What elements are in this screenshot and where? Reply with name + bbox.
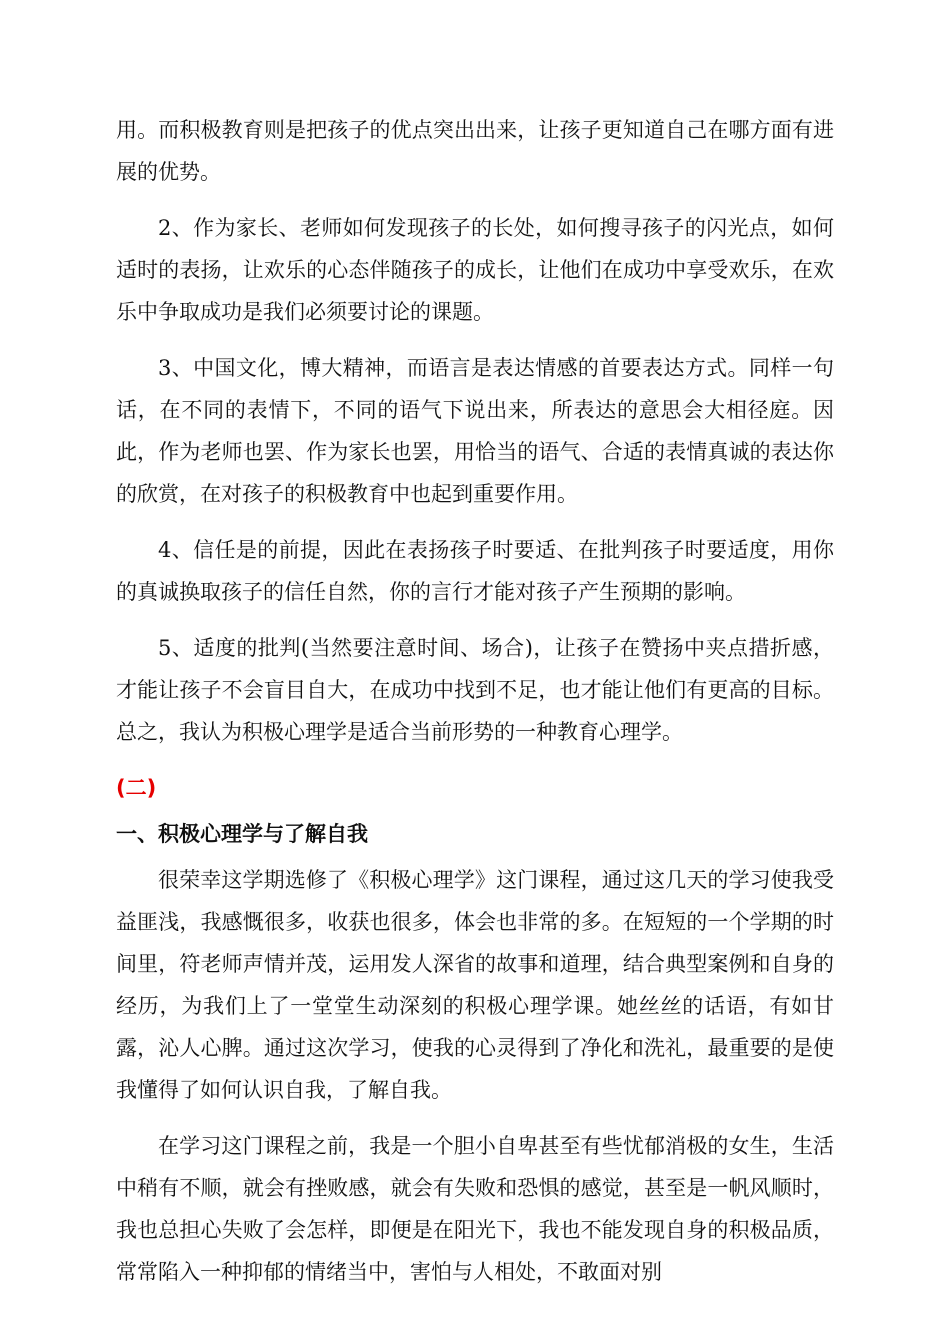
paragraph-intro: 很荣幸这学期选修了《积极心理学》这门课程，通过这几天的学习使我受益匪浅，我感慨很多，收获也很多，体会也非常的多。在短短的一个学期的时间里，符老师声情并茂，运用发人深省的故事和道理，结合典型案例和自身的经历，为我们上了一堂堂生动深刻的积极心理学课。她丝丝的话语，有如甘露，沁人心脾。通过这次学习，使我的心灵得到了净化和洗礼，最重要的是使我懂得了如何认识自我，了解自我。 <box>116 868 834 1102</box>
section-label: (二) <box>116 776 157 800</box>
paragraph-continuation: 用。而积极教育则是把孩子的优点突出出来，让孩子更知道自己在哪方面有进展的优势。 <box>116 118 834 184</box>
paragraph-point-2: 2、作为家长、老师如何发现孩子的长处，如何搜寻孩子的闪光点，如何适时的表扬，让欢乐的心态伴随孩子的成长，让他们在成功中享受欢乐，在欢乐中争取成功是我们必须要讨论的课题。 <box>116 216 834 324</box>
paragraph-before-course: 在学习这门课程之前，我是一个胆小自卑甚至有些忧郁消极的女生，生活中稍有不顺，就会有挫败感，就会有失败和恐惧的感觉，甚至是一帆风顺时，我也总担心失败了会怎样，即便是在阳光下，我也不能发现自身的积极品质，常常陷入一种抑郁的情绪当中，害怕与人相处，不敢面对别 <box>116 1134 834 1284</box>
paragraph-point-5: 5、适度的批判(当然要注意时间、场合)，让孩子在赞扬中夹点措折感，才能让孩子不会盲目自大，在成功中找到不足，也才能让他们有更高的目标。总之，我认为积极心理学是适合当前形势的一种教育心理学。 <box>116 636 834 744</box>
paragraph-point-4: 4、信任是的前提，因此在表扬孩子时要适、在批判孩子时要适度，用你的真诚换取孩子的信任自然，你的言行才能对孩子产生预期的影响。 <box>116 538 834 604</box>
paragraph-point-3: 3、中国文化，博大精神，而语言是表达情感的首要表达方式。同样一句话，在不同的表情下，不同的语气下说出来，所表达的意思会大相径庭。因此，作为老师也罢、作为家长也罢，用恰当的语气、合适的表情真诚的表达你的欣赏，在对孩子的积极教育中也起到重要作用。 <box>116 356 834 506</box>
section-heading: 一、积极心理学与了解自我 <box>116 822 368 846</box>
document-body <box>116 109 834 1293</box>
